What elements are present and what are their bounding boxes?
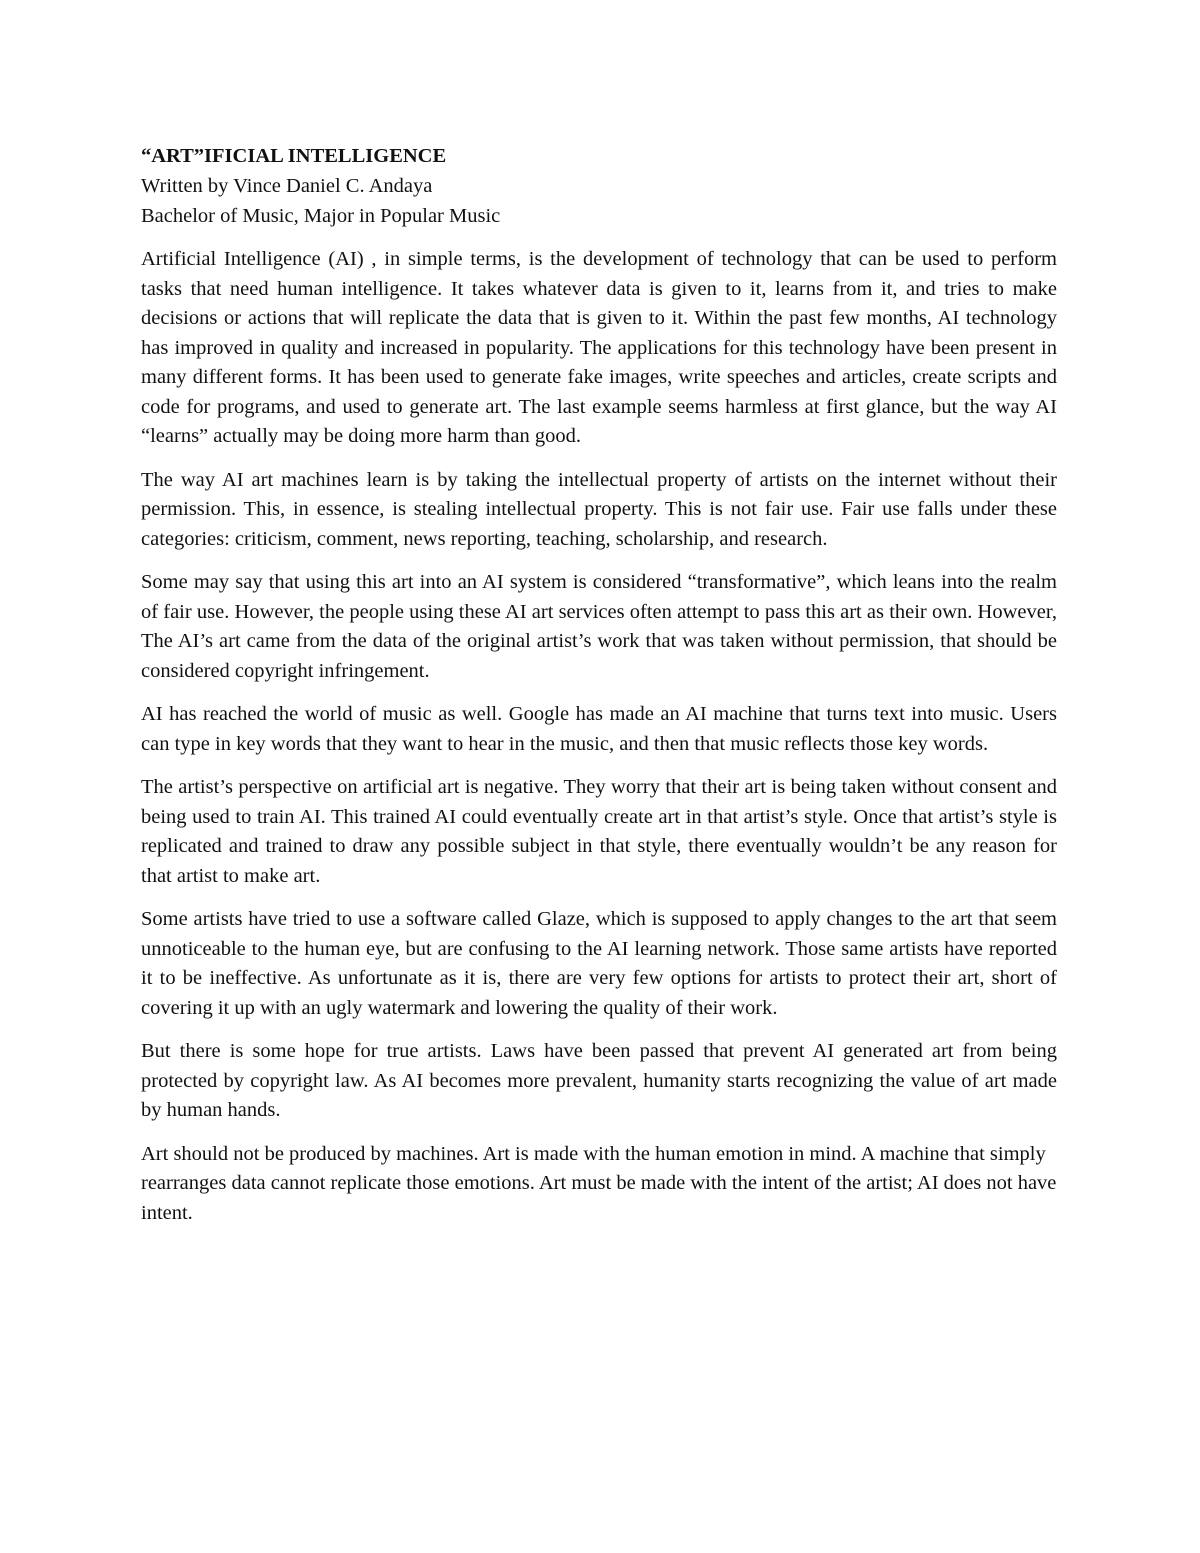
paragraph-artist-perspective: The artist’s perspective on artificial art is negative. They worry that their art is being taken without consent and being used to train AI. This trained AI could eventually create art in that artist’s style. Once that artist’s style is replicated and trained to draw any possible subject in that style, there eventually wouldn’t be any reason for that artist to make art. bbox=[141, 776, 1057, 887]
paragraph-music: AI has reached the world of music as well. Google has made an AI machine that turns text into music. Users can type in key words that they want to hear in the music, and then that music reflects those key words. bbox=[141, 703, 1057, 755]
document-header bbox=[141, 141, 1057, 231]
document-title: “ART”IFICIAL INTELLIGENCE bbox=[141, 145, 447, 167]
paragraph-transformative: Some may say that using this art into an AI system is considered “transformative”, which leans into the realm of fair use. However, the people using these AI art services often attempt to pass this art as their own. However, The AI’s art came from the data of the original artist’s work that was taken without permission, that should be considered copyright infringement. bbox=[141, 571, 1057, 682]
paragraph-glaze: Some artists have tried to use a software called Glaze, which is supposed to apply changes to the art that seem unnoticeable to the human eye, but are confusing to the AI learning network. Those same artists have reported it to be ineffective. As unfortunate as it is, there are very few options for artists to protect their art, short of covering it up with an ugly watermark and lowering the quality of their work. bbox=[141, 908, 1057, 1019]
paragraph-conclusion: Art should not be produced by machines. Art is made with the human emotion in mind. A machine that simply rearranges data cannot replicate those emotions. Art must be made with the intent of the artist; AI does not have intent. bbox=[141, 1142, 1057, 1224]
paragraph-intro: Artificial Intelligence (AI) , in simple terms, is the development of technology that can be used to perform tasks that need human intelligence. It takes whatever data is given to it, learns from it, and tries to make decisions or actions that will replicate the data that is given to it. Within the past few months, AI technology has improved in quality and increased in popularity. The applications for this technology have been present in many different forms. It has been used to generate fake images, write speeches and articles, create scripts and code for programs, and used to generate art. The last example seems harmless at first glance, but the way AI “learns” actually may be doing more harm than good. bbox=[141, 248, 1057, 447]
program-line: Bachelor of Music, Major in Popular Music bbox=[141, 205, 501, 227]
document-body bbox=[141, 141, 1057, 1242]
paragraph-fair-use: The way AI art machines learn is by taking the intellectual property of artists on the internet without their permission. This, in essence, is stealing intellectual property. This is not fair use. Fair use falls under these categories: criticism, comment, news reporting, teaching, scholarship, and research. bbox=[141, 468, 1057, 550]
paragraph-hope: But there is some hope for true artists. Laws have been passed that prevent AI generated art from being protected by copyright law. As AI becomes more prevalent, humanity starts recognizing the value of art made by human hands. bbox=[141, 1040, 1057, 1121]
author-line: Written by Vince Daniel C. Andaya bbox=[141, 175, 433, 197]
